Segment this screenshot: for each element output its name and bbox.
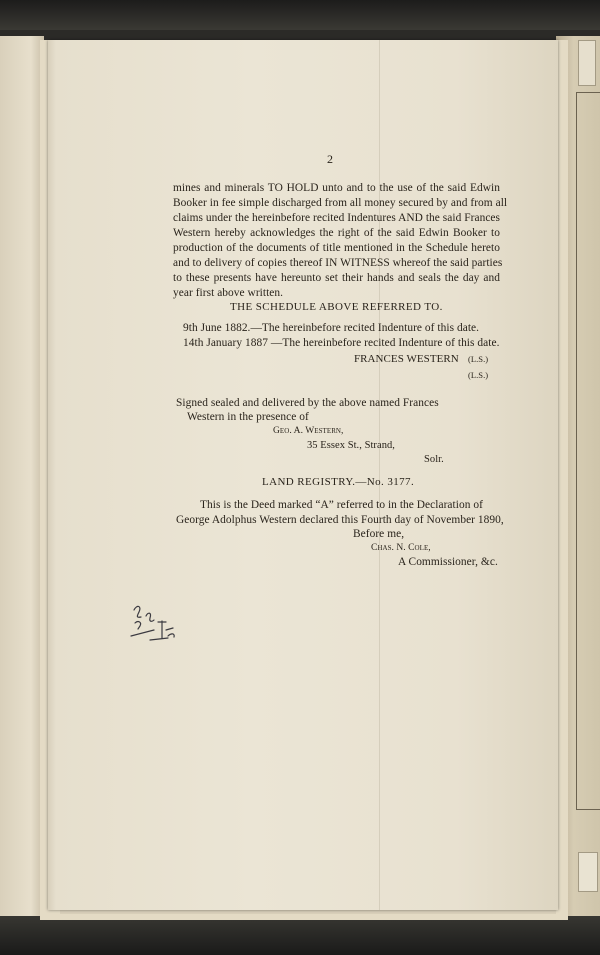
page-tab-bottom — [578, 852, 598, 892]
binding-top — [0, 0, 600, 30]
pencil-signature-mark — [128, 600, 188, 644]
commissioner-title: A Commissioner, &c. — [398, 556, 498, 568]
body-line-2: Booker in fee simple discharged from all money secured by and from all — [173, 197, 508, 209]
body-line-3: claims under the hereinbefore recited Indentures AND the said Frances — [173, 212, 501, 224]
body-line-6: and to delivery of copies thereof IN WITNESS whereof the said parties — [173, 257, 503, 269]
before-me: Before me, — [353, 528, 405, 540]
witness-role: Solr. — [424, 454, 444, 465]
attestation-line-2: Western in the presence of — [187, 411, 309, 423]
schedule-heading: THE SCHEDULE ABOVE REFERRED TO. — [230, 301, 443, 313]
body-line-5: production of the documents of title mentioned in the Schedule hereto — [173, 242, 500, 254]
attestation-line-1: Signed sealed and delivered by the above named Frances — [176, 397, 439, 409]
witness-address: 35 Essex St., Strand, — [307, 440, 395, 451]
body-line-7: to these presents have hereunto set their hands and seals the day and — [173, 272, 500, 284]
adjacent-left-page — [0, 36, 44, 916]
signatory-name: FRANCES WESTERN — [354, 353, 459, 365]
body-line-4: Western hereby acknowledges the right of the said Edwin Booker to — [173, 227, 500, 239]
declaration-line-1: This is the Deed marked “A” referred to in the Declaration of — [200, 499, 483, 511]
registry-heading: LAND REGISTRY.—No. 3177. — [262, 476, 415, 488]
schedule-line-1: 9th June 1882.—The hereinbefore recited Indenture of this date. — [183, 322, 480, 334]
witness-name: Geo. A. Western, — [273, 426, 344, 436]
declaration-line-2: George Adolphus Western declared this Fourth day of November 1890, — [176, 514, 504, 526]
body-line-1: mines and minerals TO HOLD unto and to the use of the said Edwin — [173, 182, 500, 194]
seal-1: (L.S.) — [468, 354, 489, 364]
page-number: 2 — [327, 152, 334, 166]
adjacent-page-border — [576, 92, 600, 810]
body-line-8: year first above written. — [173, 287, 284, 299]
schedule-line-2: 14th January 1887 —The hereinbefore recited Indenture of this date. — [183, 337, 500, 349]
page-tab-top — [578, 40, 596, 86]
commissioner-name: Chas. N. Cole, — [371, 543, 431, 553]
seal-2: (L.S.) — [468, 370, 489, 380]
